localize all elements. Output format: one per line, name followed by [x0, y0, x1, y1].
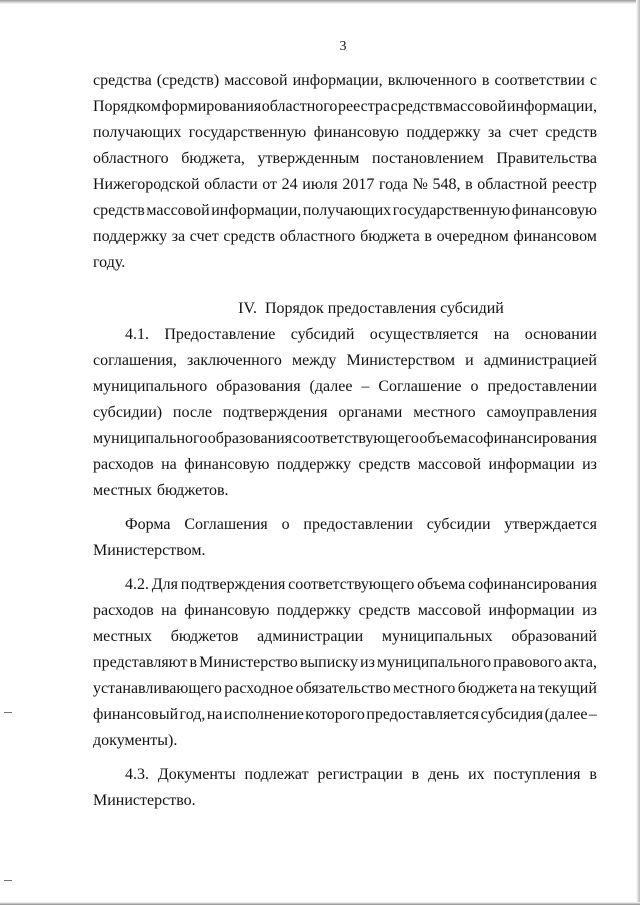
- word: в: [589, 766, 597, 783]
- word: в: [189, 654, 198, 671]
- word: субсидий: [290, 326, 355, 343]
- text-line: [93, 788, 597, 814]
- word: субсидии: [426, 516, 491, 533]
- word: –: [588, 706, 597, 723]
- word: получающих: [302, 202, 392, 219]
- text-line: [93, 512, 597, 538]
- word: Для: [151, 576, 179, 593]
- word: соглашения,: [93, 352, 177, 369]
- word: и: [465, 352, 474, 369]
- word: поступления: [493, 766, 581, 783]
- text-line: [93, 224, 597, 250]
- word: образования: [216, 378, 301, 395]
- word: областного: [93, 150, 169, 167]
- word: Министерство.: [93, 792, 196, 809]
- word: объема: [419, 430, 468, 447]
- text-line: [93, 452, 597, 478]
- word: соответствующего: [292, 430, 419, 447]
- word: массовой: [417, 602, 482, 619]
- word: соответствующего: [288, 576, 415, 593]
- word: включенного: [387, 72, 477, 89]
- word: самоуправления: [486, 404, 597, 421]
- word: устанавливающего: [93, 680, 222, 697]
- text-line: [93, 250, 597, 276]
- word: утвержденным: [257, 150, 360, 167]
- text-line: [93, 676, 597, 702]
- word: на: [206, 706, 223, 723]
- word: получающих: [93, 124, 182, 141]
- paragraph-gap: [93, 564, 597, 572]
- word: финансовый: [93, 706, 179, 723]
- word: подтверждения: [180, 576, 286, 593]
- word: осуществляется: [369, 326, 479, 343]
- word: финансовую: [511, 202, 597, 219]
- word: средства: [93, 72, 152, 89]
- word: финансовую: [184, 602, 270, 619]
- word: исполнение: [223, 706, 304, 723]
- word: о: [281, 516, 290, 533]
- word: год,: [179, 706, 206, 723]
- word: государственную: [392, 202, 511, 219]
- word: в: [424, 228, 432, 245]
- document-body: [93, 68, 597, 814]
- word: от: [262, 176, 278, 193]
- word: массовой: [417, 456, 482, 473]
- text-line: [93, 172, 597, 198]
- page-number: 3: [339, 39, 347, 54]
- word: Предоставление: [164, 326, 276, 343]
- word: поддержку: [276, 456, 352, 473]
- word: Министерство: [199, 654, 298, 671]
- word: Нижегородской: [93, 176, 200, 193]
- word: субсидии): [93, 404, 163, 421]
- word: Правительства: [496, 150, 597, 167]
- word: очередном: [436, 228, 509, 245]
- word: финансовую: [184, 456, 270, 473]
- word: (далее: [544, 706, 588, 723]
- word: из: [582, 456, 597, 473]
- margin-mark: [4, 880, 12, 881]
- text-line: [93, 146, 597, 172]
- word: выписку: [299, 654, 358, 671]
- text-line: [93, 68, 597, 94]
- word: массовой: [224, 72, 288, 89]
- word: средств: [358, 602, 411, 619]
- word: года: [379, 176, 408, 193]
- text-line: [93, 650, 597, 676]
- scan-edge-top: [0, 0, 640, 4]
- paragraph-agreement-form: [93, 512, 597, 564]
- word: предоставлении: [487, 378, 597, 395]
- word: на: [493, 326, 510, 343]
- word: местных: [93, 628, 153, 645]
- word: реестра: [338, 98, 391, 115]
- word: после: [172, 404, 213, 421]
- text-line: [93, 598, 597, 624]
- word: местного: [413, 404, 476, 421]
- word: 4.1.: [125, 326, 149, 343]
- word: правового: [493, 654, 562, 671]
- word: средств: [358, 456, 411, 473]
- word: формирования: [161, 98, 262, 115]
- text-line: [93, 374, 597, 400]
- text-line: [93, 198, 597, 224]
- word: на: [161, 602, 177, 619]
- word: бюджетов.: [156, 482, 229, 499]
- text-line: [93, 572, 597, 598]
- word: поддержку: [93, 228, 168, 245]
- word: которого: [305, 706, 365, 723]
- word: муниципальных: [381, 628, 493, 645]
- word: расходов: [93, 456, 154, 473]
- word: софинансирования: [468, 430, 597, 447]
- scan-edge-right: [636, 0, 640, 905]
- word: образования: [207, 430, 293, 447]
- word: 2017: [342, 176, 375, 193]
- word: предоставлении: [303, 516, 413, 533]
- text-line: [93, 728, 597, 754]
- word: информации: [488, 456, 575, 473]
- text-line: [93, 348, 597, 374]
- section-heading-text: IV. Порядок предоставления субсидий: [238, 300, 504, 317]
- word: о: [470, 378, 479, 395]
- word: с: [589, 72, 597, 89]
- word: подлежат: [244, 766, 309, 783]
- word: соответствии: [494, 72, 585, 89]
- word: 4.2.: [125, 576, 149, 593]
- word: средств: [223, 228, 276, 245]
- word: основании: [524, 326, 597, 343]
- word: объема: [417, 576, 466, 593]
- word: 4.3.: [125, 766, 149, 783]
- word: регистрации: [317, 766, 403, 783]
- word: областной: [477, 176, 548, 193]
- word: финансовую: [313, 124, 399, 141]
- word: Соглашение: [378, 378, 462, 395]
- text-line: [93, 94, 597, 120]
- word: текущий: [537, 680, 597, 697]
- word: (далее: [309, 378, 353, 395]
- paragraph-gap: [93, 504, 597, 512]
- word: информации,: [506, 98, 597, 115]
- word: образований: [511, 628, 597, 645]
- text-line: [93, 762, 597, 788]
- word: местного: [392, 680, 456, 697]
- text-line: [93, 322, 597, 348]
- word: их: [468, 766, 485, 783]
- word: на: [519, 680, 536, 697]
- word: средств: [93, 202, 145, 219]
- word: в: [465, 176, 473, 193]
- word: бюджета: [457, 680, 518, 697]
- word: поддержку: [406, 124, 481, 141]
- paragraph-4-3: [93, 762, 597, 814]
- word: бюджета,: [181, 150, 245, 167]
- word: муниципального: [93, 378, 208, 395]
- text-line: [93, 120, 597, 146]
- word: бюджетов: [170, 628, 239, 645]
- word: (средств): [156, 72, 220, 89]
- word: на: [161, 456, 177, 473]
- word: субсидия: [480, 706, 544, 723]
- paragraph-continuation: [93, 68, 597, 276]
- paragraph-gap: [93, 754, 597, 762]
- word: Министерством: [346, 352, 455, 369]
- word: документы).: [93, 732, 178, 749]
- word: представляют: [93, 654, 188, 671]
- word: обязательство: [295, 680, 391, 697]
- paragraph-4-2: [93, 572, 597, 754]
- word: из: [360, 654, 375, 671]
- word: расходов: [93, 602, 154, 619]
- word: Соглашения: [184, 516, 268, 533]
- word: информации: [488, 602, 575, 619]
- text-line: [93, 400, 597, 426]
- section-heading: [93, 296, 597, 322]
- word: 548,: [432, 176, 461, 193]
- word: счет: [508, 124, 538, 141]
- word: утверждается: [504, 516, 597, 533]
- word: в: [411, 766, 420, 783]
- word: за: [171, 228, 186, 245]
- text-line: [93, 702, 597, 728]
- text-line: [93, 538, 597, 564]
- word: –: [361, 378, 370, 395]
- word: государственную: [188, 124, 307, 141]
- paragraph-4-1: [93, 322, 597, 504]
- margin-mark: [4, 712, 12, 713]
- text-line: [93, 624, 597, 650]
- word: Порядком: [93, 98, 161, 115]
- word: муниципального: [93, 430, 208, 447]
- word: в: [481, 72, 490, 89]
- word: областного: [279, 228, 356, 245]
- word: расходное: [224, 680, 294, 697]
- word: Министерством.: [93, 542, 206, 559]
- word: массовой: [146, 202, 210, 219]
- word: Документы: [157, 766, 236, 783]
- word: Форма: [125, 516, 171, 533]
- word: областного: [261, 98, 338, 115]
- word: бюджета: [360, 228, 420, 245]
- word: 24: [281, 176, 298, 193]
- word: акта,: [564, 654, 597, 671]
- word: администрацией: [483, 352, 597, 369]
- word: за: [487, 124, 502, 141]
- word: информации,: [292, 72, 383, 89]
- word: заключенного: [186, 352, 282, 369]
- word: местных: [93, 482, 153, 499]
- word: между: [292, 352, 337, 369]
- word: предоставляется: [366, 706, 480, 723]
- word: реестр: [551, 176, 597, 193]
- word: средств: [390, 98, 443, 115]
- word: подтверждения: [222, 404, 328, 421]
- word: счет: [189, 228, 219, 245]
- word: поддержку: [276, 602, 352, 619]
- word: день: [428, 766, 460, 783]
- word: администрации: [257, 628, 364, 645]
- word: информации,: [211, 202, 302, 219]
- word: средств: [545, 124, 597, 141]
- word: софинансирования: [468, 576, 597, 593]
- word: №: [412, 176, 428, 193]
- word: области: [204, 176, 258, 193]
- word: постановлением: [372, 150, 484, 167]
- word: году.: [93, 254, 126, 271]
- word: июля: [302, 176, 338, 193]
- word: муниципального: [376, 654, 492, 671]
- word: органами: [338, 404, 403, 421]
- text-line: [93, 426, 597, 452]
- text-line: [93, 478, 597, 504]
- word: массовой: [443, 98, 507, 115]
- word: из: [582, 602, 597, 619]
- word: финансовом: [513, 228, 597, 245]
